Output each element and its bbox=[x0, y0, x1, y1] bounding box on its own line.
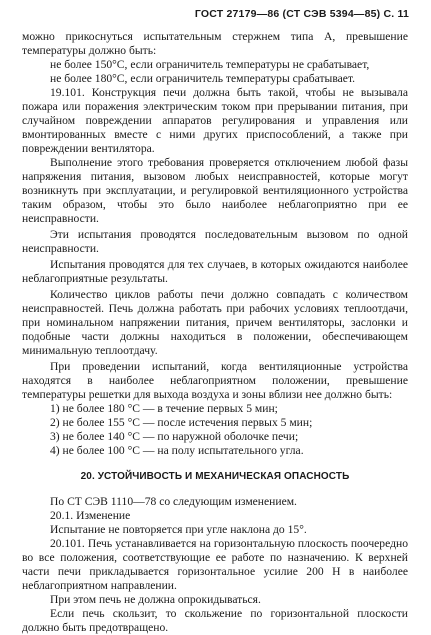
document-body bbox=[22, 30, 408, 635]
paragraph: При проведении испытаний, когда вентиляционные устройства находятся в наиболее неблагоприятном положении, превышение температуры решетки для выхода воздуха и зоны вблизи нее должно быть: bbox=[22, 360, 408, 401]
paragraph: не более 150°С, если ограничитель температуры не срабатывает, bbox=[50, 58, 370, 71]
paragraph: Испытание не повторяется при угле наклона до 15°. bbox=[50, 523, 307, 536]
clause-19-101: 19.101. Конструкция печи должна быть такой, чтобы не вызывала пожара или поражения электрическим током при прерывании питания, при случайном повреждении аппаратов регулирования и управления или вмонтированных вместе с ними других приспособлений, а также при повреждении вентилятора. bbox=[22, 86, 408, 155]
list-item: 4) не более 100 °С — на полу испытательного угла. bbox=[50, 444, 304, 457]
paragraph: Испытания проводятся для тех случаев, в которых ожидаются наиболее неблагоприятные результаты. bbox=[22, 258, 408, 285]
paragraph: Эти испытания проводятся последовательным вызовом по одной неисправности. bbox=[22, 228, 408, 255]
list-item: 2) не более 155 °С — после истечения первых 5 мин; bbox=[50, 416, 313, 429]
paragraph: Количество циклов работы печи должно совпадать с количеством неисправностей. Печь должна работать при рабочих условиях теплоотдачи, при номинальном напряжении питания, причем вентиляторы, заслонки и подобные части должны находиться в положении, обеспечивающем минимальную теплоотдачу. bbox=[22, 288, 408, 357]
paragraph: не более 180°С, если ограничитель температуры срабатывает. bbox=[50, 72, 356, 85]
list-item: 3) не более 140 °С — по наружной оболочке печи; bbox=[50, 430, 299, 443]
paragraph: 20.1. Изменение bbox=[50, 509, 131, 522]
temperature-limits-list bbox=[22, 402, 408, 458]
list-item: 1) не более 180 °С — в течение первых 5 мин; bbox=[50, 402, 278, 415]
paragraph: можно прикоснуться испытательным стержнем типа А, превышение температуры должно быть: bbox=[22, 30, 408, 57]
paragraph: Выполнение этого требования проверяется отключением любой фазы напряжения питания, вызовом любых неисправностей, которые могут возникнуть при эксплуатации, и регулировкой вентиляционного устройства таким образом, чтобы это было наиболее неблагоприятно при ее неисправности. bbox=[22, 156, 408, 225]
paragraph: По СТ СЭВ 1110—78 со следующим изменением. bbox=[50, 495, 297, 508]
running-header: ГОСТ 27179—86 (СТ СЭВ 5394—85) С. 11 bbox=[194, 8, 409, 20]
paragraph: Если печь скользит, то скольжение по горизонтальной плоскости должно быть предотвращено. bbox=[22, 607, 408, 634]
clause-20-101: 20.101. Печь устанавливается на горизонтальную плоскость поочередно во все положения, соответствующие ее работе по назначению. К верхней части печи прикладывается горизонтальное усилие 200 Н в наиболее неблагоприятном направлении. bbox=[22, 537, 408, 592]
section-heading: 20. УСТОЙЧИВОСТЬ И МЕХАНИЧЕСКАЯ ОПАСНОСТЬ bbox=[80, 471, 350, 482]
paragraph: При этом печь не должна опрокидываться. bbox=[50, 593, 261, 606]
